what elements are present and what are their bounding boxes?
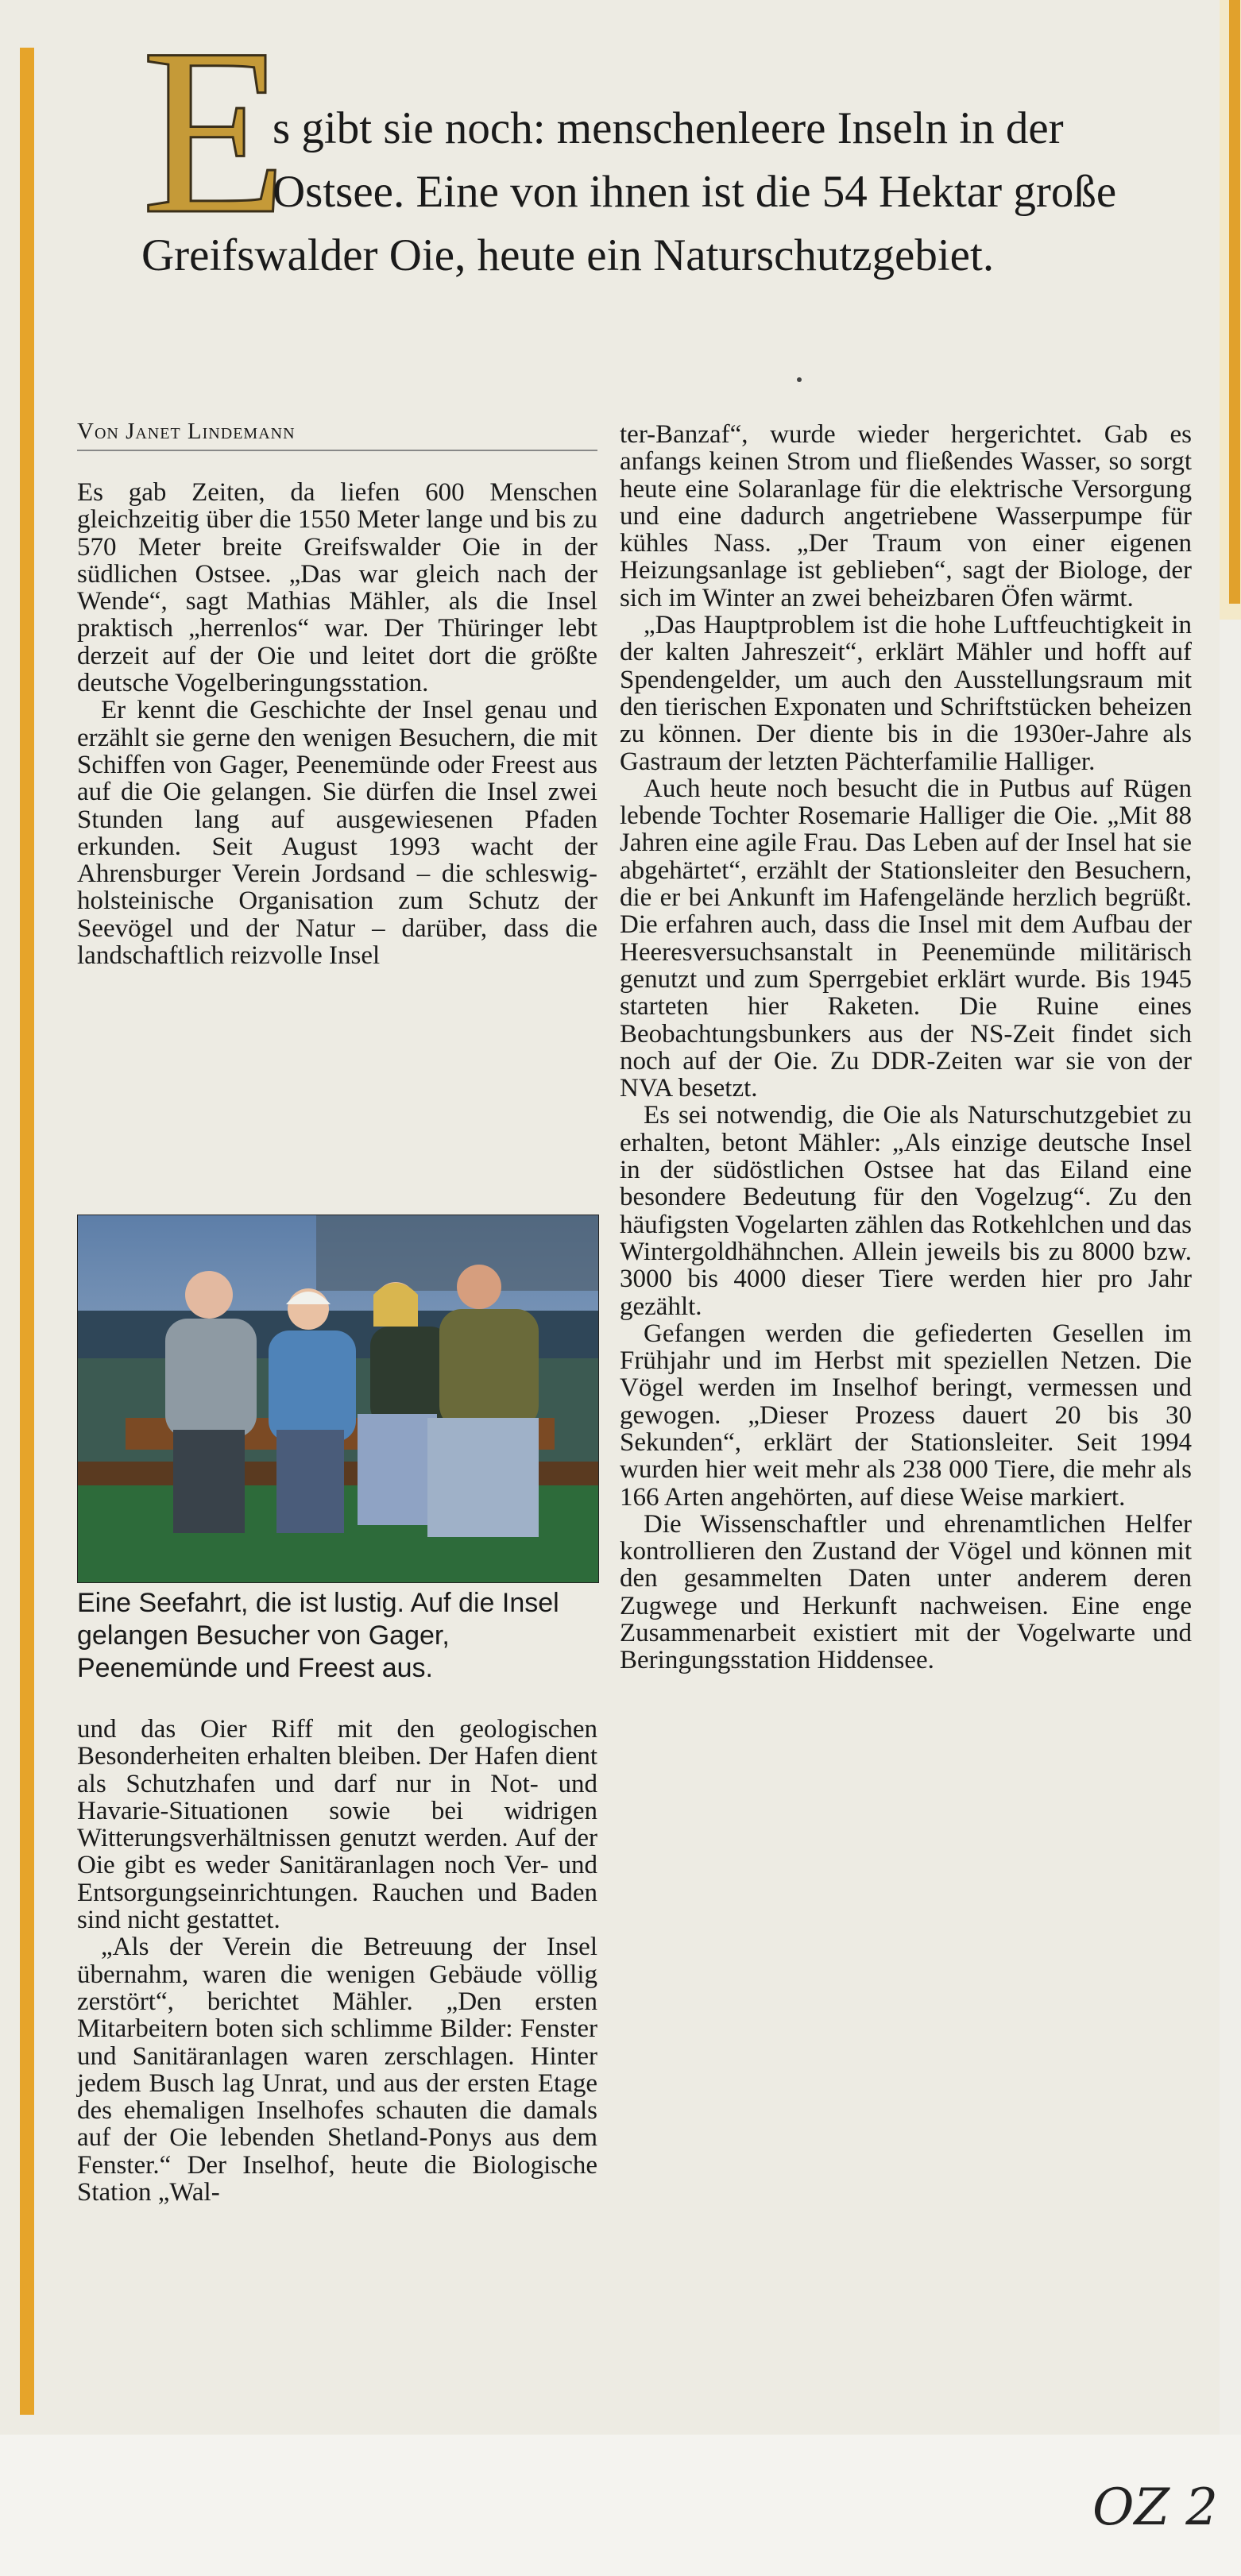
paragraph: und das Oier Riff mit den geologischen Besonderheiten erhalten bleiben. Der Hafen dient als Schutzhafen und darf nur in Not- und Havarie-Situationen sowie bei widrigen Witterungsverhältnissen genutzt werden. Auf der Oie gibt es weder Sanitäranlagen noch Ver- und Entsorgungseinrichtungen. Rauchen und Baden sind nicht gestattet. (77, 1715, 597, 1935)
paragraph: Es gab Zeiten, da liefen 600 Menschen gleichzeitig über die 1550 Meter lange und bis zu 570 Meter breite Greifswalder Oie in der südlichen Ostsee. „Das war gleich nach der Wende“, sagt Mathias Mähler, als die Insel praktisch „herrenlos“ war. Der Thüringer lebt derzeit auf der Oie und leitet dort die größte deutsche Vogelberingungsstation. (77, 478, 597, 698)
drop-cap: E (141, 0, 288, 263)
paragraph: Gefangen werden die gefiederten Gesellen im Frühjahr und im Herbst mit speziellen Netzen. Die Vögel werden im Inselhof beringt, vermessen und gewogen. „Dieser Prozess dauert 20 bis 30 Sekunden“, erklärt der Stationsleiter. Seit 1994 wurden hier weit mehr als 238 000 Tiere, die mehr als 166 Arten angehörten, auf diese Weise markiert. (620, 1319, 1192, 1512)
left-accent-bar (20, 48, 34, 2415)
paragraph: Er kennt die Geschichte der Insel genau und erzählt sie gerne den wenigen Besuchern, die mit Schiffen von Gager, Peenemünde oder Freest aus auf die Oie gelangen. Sie dürfen die Insel zwei Stunden lang auf ausgewiesenen Pfaden erkunden. Seit August 1993 wacht der Ahrensburger Verein Jordsand – die schleswig-holsteinische Organisation zum Schutz der Seevögel und der Natur – darüber, dass die landschaftlich reizvolle Insel (77, 696, 597, 971)
byline: Von Janet Lindemann (77, 419, 597, 451)
paragraph: Es sei notwendig, die Oie als Naturschutzgebiet zu erhalten, betont Mähler: „Als einzige deutsche Insel in der südöstlichen Ostsee hat das Eiland eine besondere Bedeutung für den Vogelzug“. Zu den häufigsten Vogelarten zählen das Rotkehlchen und das Wintergoldhähnchen. Allein jeweils bis zu 8000 bzw. 3000 bis 4000 dieser Tiere werden hier pro Jahr gezählt. (620, 1101, 1192, 1321)
article-photo (77, 1215, 599, 1583)
column-2 (620, 421, 1192, 1674)
column-1-bottom (77, 1716, 597, 2206)
intro-text-block (141, 97, 1174, 288)
paragraph: Auch heute noch besucht die in Putbus auf Rügen lebende Tochter Rosemarie Halliger die Oie. „Mit 88 Jahren eine agile Frau. Das Leben auf der Insel hat sie abgehärtet“, erzählt der Stationsleiter den Besuchern, die er bei Ankunft im Hafengelände herzlich begrüßt. Die erfahren auch, dass die Insel mit dem Aufbau der Heeresversuchsanstalt in Peenemünde militärisch genutzt und zum Sperrgebiet erklärt wurde. Bis 1945 starteten hier Raketen. Die Ruine eines Beobachtungsbunkers aus der NS-Zeit findet sich noch auf der Oie. Zu DDR-Zeiten war sie von der NVA besetzt. (620, 774, 1192, 1103)
paragraph: „Das Hauptproblem ist die hohe Luftfeuchtigkeit in der kalten Jahreszeit“, erklärt Mähler und hofft auf Spendengelder, um auch den Ausstellungsraum mit den tierischen Exponaten und Schriftstücken beheizen zu können. Der diente bis in die 1930er-Jahre als Gastraum der letzten Pächterfamilie Halliger. (620, 611, 1192, 776)
paragraph: „Als der Verein die Betreuung der Insel übernahm, waren die wenigen Gebäude völlig zerstört“, berichtet Mähler. „Den ersten Mitarbeitern boten sich schlimme Bilder: Fenster und Sanitäranlagen waren zerschlagen. Hinter jedem Busch lag Unrat, und aus der ersten Etage des ehemaligen Inselhofes schauten die damals auf der Oie lebenden Shetland-Ponys aus dem Fenster.“ Der Inselhof, heute die Biologische Station „Wal- (77, 1933, 597, 2207)
speck (797, 377, 802, 382)
paragraph: ter-Banzaf“, wurde wieder hergerichtet. Gab es anfangs keinen Strom und fließendes Wasser, so sorgt heute eine Solaranlage für die elektrische Versorgung und eine dadurch angetriebene Wasserpumpe für kühles Nass. „Der Traum von einer eigenen Heizungsanlage ist geblieben“, sagt der Biologe, der sich im Winter an zwei beheizbaren Öfen wärmt. (620, 420, 1192, 612)
paragraph: Die Wissenschaftler und ehrenamtlichen Helfer kontrollieren den Zustand der Vögel und können mit den gesammelten Daten unter anderem deren Zugwege und Herkunft nachweisen. Eine enge Zusammenarbeit existiert mit der Vogelwarte und Beringungsstation Hiddensee. (620, 1509, 1192, 1675)
photo-caption: Eine Seefahrt, die ist lustig. Auf die Insel gelangen Besucher von Gager, Peenemünde und Freest aus. (77, 1588, 559, 1683)
adjacent-page-edge (1220, 0, 1241, 620)
intro-text: s gibt sie noch: menschenleere Inseln in der Ostsee. Eine von ihnen ist die 54 Hektar große Greifswalder Oie, heute ein Naturschutzgebiet. (141, 103, 1117, 280)
column-1-top (77, 479, 597, 969)
article-intro (141, 0, 1174, 373)
handwritten-note: OZ 2 (1092, 2478, 1218, 2537)
scan-background (0, 2435, 1241, 2576)
